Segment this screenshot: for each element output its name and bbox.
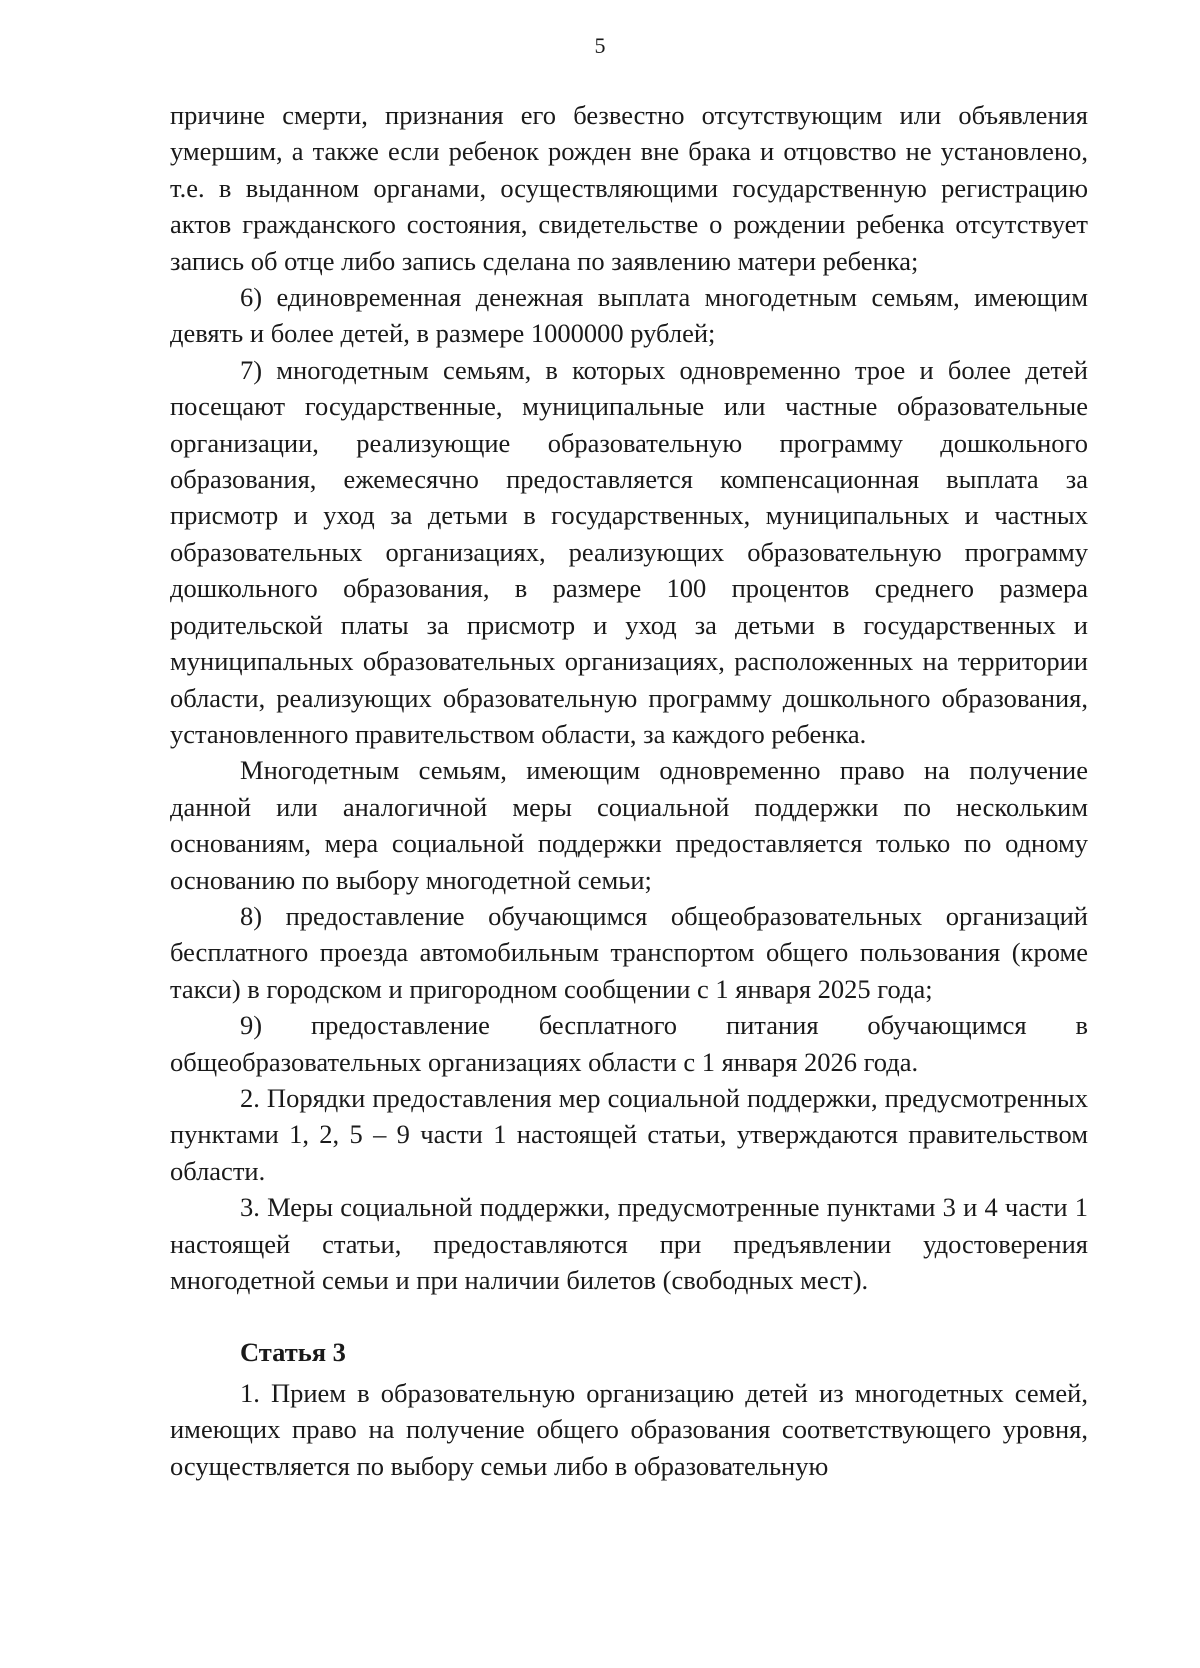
paragraph-item-8: 8) предоставление обучающимся общеобразовательных организаций бесплатного проезда автомобильным транспортом общего пользования (кроме такси) в городском и пригородном сообщении с 1 января 2025 года; [170, 900, 1088, 1004]
paragraph-part-3: 3. Меры социальной поддержки, предусмотренные пунктами 3 и 4 части 1 настоящей статьи, предоставляются при предъявлении удостоверения многодетной семьи и при наличии билетов (свободных мест). [170, 1192, 1088, 1295]
paragraph-part-2: 2. Порядки предоставления мер социальной поддержки, предусмотренных пунктами 1, 2, 5 – 9 части 1 настоящей статьи, утверждаются правительством области. [170, 1082, 1088, 1186]
paragraph-continuation: причине смерти, признания его безвестно отсутствующим или объявления умершим, а также если ребенок рожден вне брака и отцовство не установлено, т.е. в выданном органами, осуществляющими государственную регистрацию актов гражданского состояния, свидетельстве о рождении ребенка отсутствует запись об отце либо запись сделана по заявлению матери ребенка; [170, 100, 1088, 276]
article-heading: Статья 3 [240, 1337, 346, 1368]
paragraph-item-7: 7) многодетным семьям, в которых одновременно трое и более детей посещают государственные, муниципальные или частные образовательные организации, реализующие образовательную программу дошкольного образования, ежемесячно предоставляется компенсационная выплата за присмотр и уход за детьми в государственных, муниципальных и частных образовательных организациях, реализующих образовательную программу дошкольного образования, в размере 100 процентов среднего размера родительской платы за присмотр и уход за детьми в государственных и муниципальных образовательных организациях, расположенных на территории области, реализующих образовательную программу дошкольного образования, установленного правительством области, за каждого ребенка. [170, 354, 1088, 749]
page-number: 5 [594, 33, 606, 58]
article-3-paragraph-1: 1. Прием в образовательную организацию детей из многодетных семей, имеющих право на получение общего образования соответствующего уровня, осуществляется по выбору семьи либо в образовательную [170, 1377, 1088, 1481]
document-body [170, 97, 1088, 1484]
paragraph-item-6: 6) единовременная денежная выплата многодетным семьям, имеющим девять и более детей, в размере 1000000 рублей; [170, 282, 1088, 349]
paragraph-item-9: 9) предоставление бесплатного питания обучающимся в общеобразовательных организациях области с 1 января 2026 года. [170, 1010, 1088, 1077]
paragraph-note: Многодетным семьям, имеющим одновременно право на получение данной или аналогичной меры социальной поддержки по нескольким основаниям, мера социальной поддержки предоставляется только по одному основанию по выбору многодетной семьи; [170, 755, 1088, 895]
